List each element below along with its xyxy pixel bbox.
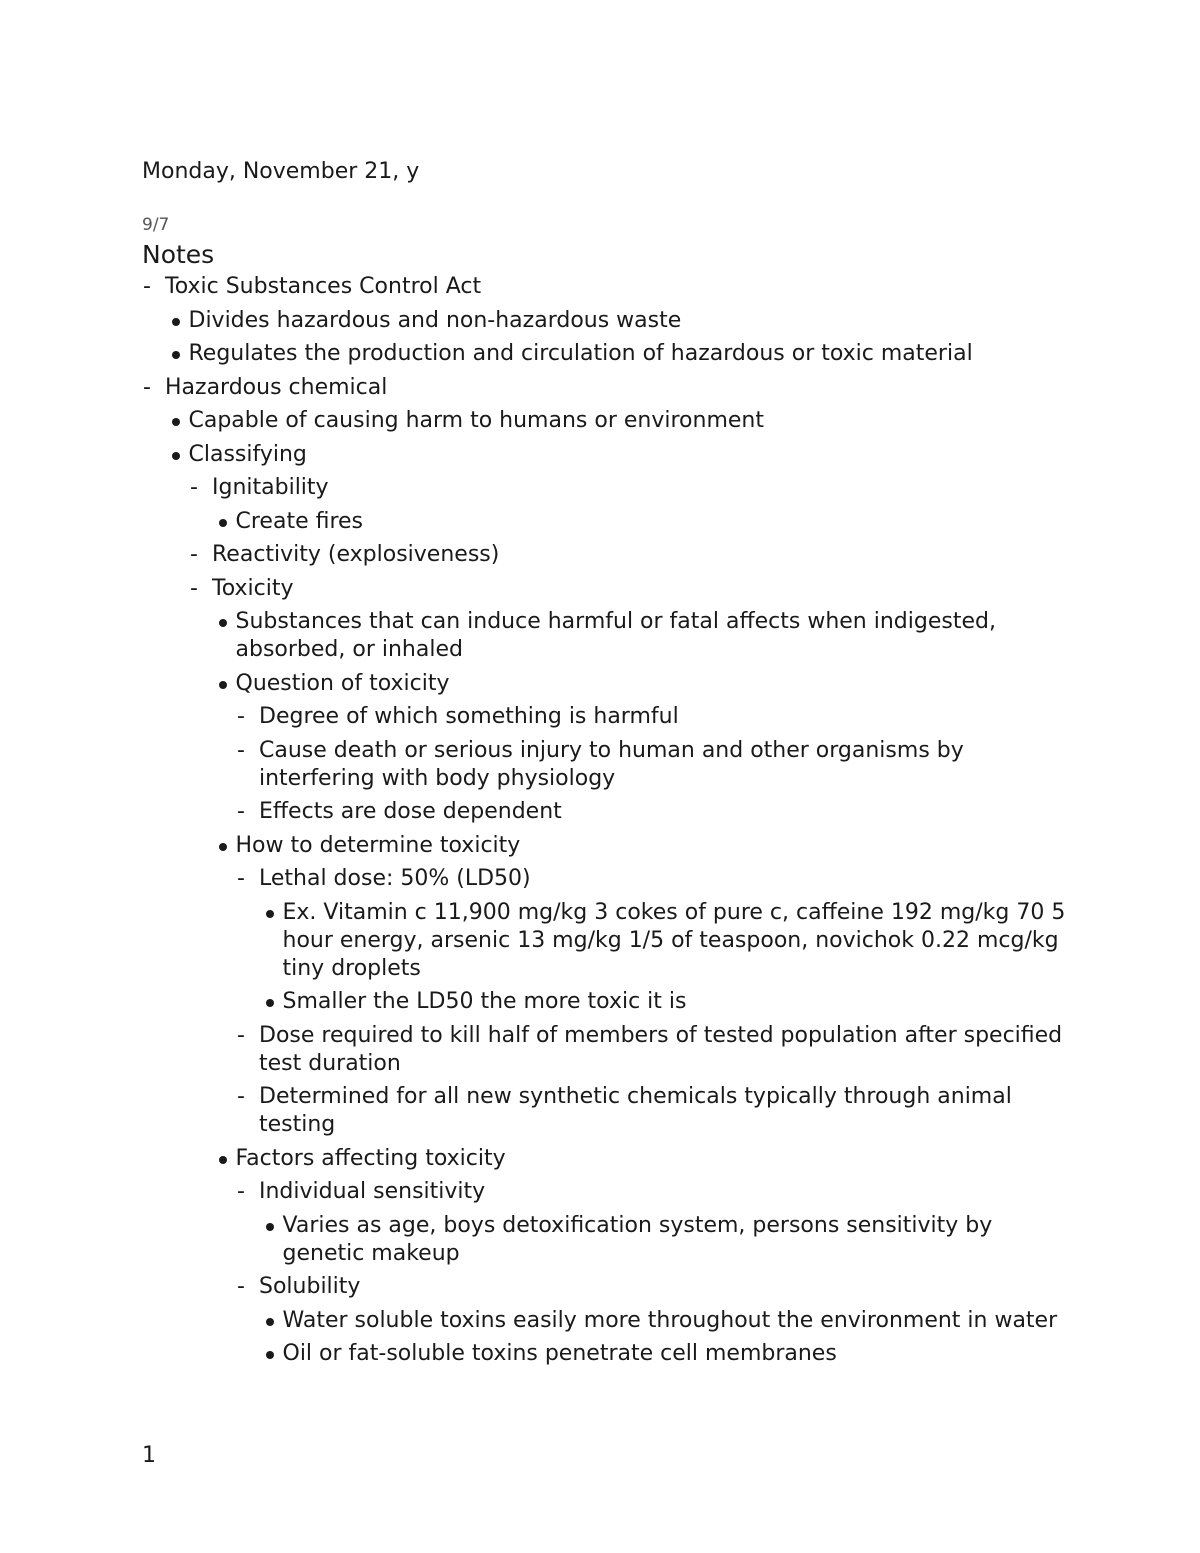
outline-item-text: Determined for all new synthetic chemicals typically through animal testing [259, 1084, 1012, 1137]
outline-item-text: Dose required to kill half of members of tested population after specified test duration [259, 1022, 1063, 1076]
outline-dash-item [142, 374, 1072, 402]
outline-item-text: Smaller the LD50 the more toxic it is [282, 989, 687, 1014]
outline-bullet-item [142, 1340, 1072, 1368]
dash-marker-icon [237, 737, 257, 765]
notes-outline [142, 273, 1072, 1374]
outline-bullet-item [142, 670, 1072, 698]
outline-bullet-item [142, 340, 1072, 368]
outline-item-text: Oil or fat-soluble toxins penetrate cell membranes [282, 1341, 837, 1366]
outline-dash-item [142, 1273, 1072, 1301]
outline-item-text: Hazardous chemical [165, 374, 388, 400]
outline-item-text: Water soluble toxins easily more throughout the environment in water [282, 1307, 1058, 1333]
outline-bullet-item [142, 407, 1072, 435]
outline-item-text: Question of toxicity [235, 670, 450, 696]
dash-marker-icon [237, 703, 257, 731]
outline-bullet-item [142, 1145, 1072, 1173]
document-subdate: 9/7 [142, 215, 170, 235]
outline-bullet-item [142, 899, 1072, 983]
dash-marker-icon [143, 273, 163, 301]
outline-item-text: Cause death or serious injury to human and other organisms by interfering with body physiology [259, 737, 964, 791]
outline-bullet-item [142, 832, 1072, 860]
outline-dash-item [142, 474, 1072, 502]
outline-item-text: Toxicity [212, 575, 294, 601]
dash-marker-icon [190, 575, 210, 603]
dash-marker-icon [237, 1178, 257, 1206]
outline-item-text: Create fires [235, 508, 364, 534]
outline-dash-item [142, 1178, 1072, 1206]
outline-item-text: Individual sensitivity [259, 1179, 486, 1204]
dash-marker-icon [190, 541, 210, 569]
outline-dash-item [142, 865, 1072, 893]
outline-dash-item [142, 703, 1072, 731]
outline-dash-item [142, 273, 1072, 301]
dash-marker-icon [237, 798, 257, 826]
outline-item-text: Solubility [259, 1274, 361, 1299]
outline-item-text: Effects are dose dependent [259, 799, 562, 824]
page-number: 1 [142, 1443, 156, 1468]
dash-marker-icon [237, 1273, 257, 1301]
outline-item-text: Regulates the production and circulation of hazardous or toxic material [188, 341, 973, 366]
outline-item-text: Lethal dose: 50% (LD50) [259, 866, 531, 891]
outline-item-text: Factors affecting toxicity [235, 1145, 506, 1171]
outline-item-text: Substances that can induce harmful or fatal affects when indigested, absorbed, or inhaled [235, 609, 996, 662]
notes-heading: Notes [142, 240, 215, 269]
outline-item-text: Capable of causing harm to humans or environment [188, 408, 764, 433]
outline-item-text: Degree of which something is harmful [259, 704, 679, 729]
outline-item-text: Ex. Vitamin c 11,900 mg/kg 3 cokes of pure c, caffeine 192 mg/kg 70 5 hour energy, arsenic 13 mg/kg 1/5 of teaspoon, novichok 0.22 mcg/kg tiny droplets [282, 899, 1066, 981]
dash-marker-icon [190, 474, 210, 502]
outline-dash-item [142, 1022, 1072, 1078]
outline-dash-item [142, 1083, 1072, 1139]
outline-bullet-item [142, 307, 1072, 335]
outline-dash-item [142, 798, 1072, 826]
document-date: Monday, November 21, y [142, 159, 420, 184]
outline-dash-item [142, 541, 1072, 569]
outline-bullet-item [142, 988, 1072, 1016]
outline-bullet-item [142, 1212, 1072, 1268]
outline-item-text: Varies as age, boys detoxification system, persons sensitivity by genetic makeup [282, 1212, 993, 1266]
outline-item-text: Classifying [188, 441, 307, 467]
outline-item-text: Ignitability [212, 475, 329, 500]
outline-item-text: Divides hazardous and non-hazardous waste [188, 307, 682, 333]
outline-bullet-item [142, 1307, 1072, 1335]
outline-bullet-item [142, 441, 1072, 469]
dash-marker-icon [237, 865, 257, 893]
outline-item-text: Reactivity (explosiveness) [212, 542, 500, 567]
dash-marker-icon [237, 1022, 257, 1050]
outline-bullet-item [142, 608, 1072, 664]
outline-dash-item [142, 737, 1072, 793]
outline-bullet-item [142, 508, 1072, 536]
outline-item-text: Toxic Substances Control Act [165, 274, 482, 299]
dash-marker-icon [143, 374, 163, 402]
outline-item-text: How to determine toxicity [235, 832, 521, 858]
dash-marker-icon [237, 1083, 257, 1111]
outline-dash-item [142, 575, 1072, 603]
